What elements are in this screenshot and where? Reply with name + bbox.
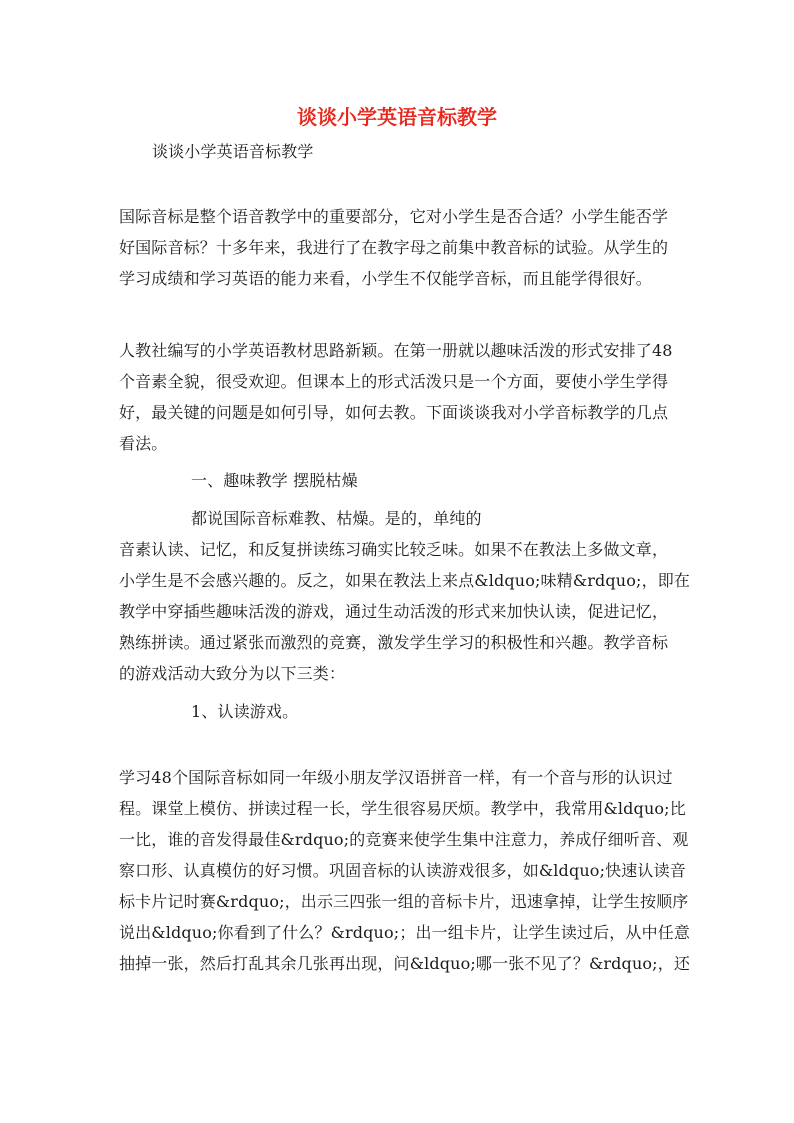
document-title: 谈谈小学英语音标教学 [297, 105, 497, 129]
paragraph-line: 国际音标是整个语音教学中的重要部分，它对小学生是否合适？小学生能否学 [119, 207, 669, 226]
paragraph-line: 的游戏活动大致分为以下三类： [119, 664, 346, 683]
subtitle-line: 谈谈小学英语音标教学 [152, 142, 314, 161]
paragraph-line: 小学生是不会感兴趣的。反之，如果在教法上来点&ldquo;味精&rdquo;，即在 [119, 571, 691, 590]
paragraph-line: 程。课堂上模仿、拼读过程一长，学生很容易厌烦。教学中，我常用&ldquo;比 [119, 799, 686, 818]
paragraph-line: 熟练拼读。通过紧张而激烈的竞赛，激发学生学习的积极性和兴趣。教学音标 [119, 633, 669, 652]
paragraph-line: 好，最关键的问题是如何引导，如何去教。下面谈谈我对小学音标教学的几点 [119, 403, 669, 422]
paragraph-line: 教学中穿插些趣味活泼的游戏，通过生动活泼的形式来加快认读，促进记忆， [119, 602, 669, 621]
paragraph-line: 抽掉一张，然后打乱其余几张再出现，问&ldquo;哪一张不见了？&rdquo;，还 [119, 954, 691, 973]
paragraph-line: 学习48个国际音标如同一年级小朋友学汉语拼音一样，有一个音与形的认识过 [119, 768, 673, 787]
paragraph-line: 好国际音标？十多年来，我进行了在教字母之前集中教音标的试验。从学生的 [119, 238, 669, 257]
subsection-heading: 1、认读游戏。 [191, 702, 299, 721]
paragraph-line: 个音素全貌，很受欢迎。但课本上的形式活泼只是一个方面，要使小学生学得 [119, 372, 669, 391]
paragraph-line: 看法。 [119, 434, 168, 453]
paragraph-line: 察口形、认真模仿的好习惯。巩固音标的认读游戏很多，如&ldquo;快速认读音 [119, 861, 686, 880]
paragraph-line: 标卡片记时赛&rdquo;，出示三四张一组的音标卡片，迅速拿掉，让学生按顺序 [119, 892, 689, 911]
paragraph-line: 音素认读、记忆，和反复拼读练习确实比较乏味。如果不在教法上多做文章， [119, 540, 669, 559]
paragraph-line: 人教社编写的小学英语教材思路新颖。在第一册就以趣味活泼的形式安排了48 [119, 341, 673, 360]
paragraph-line: 说出&ldquo;你看到了什么？&rdquo;；出一组卡片，让学生读过后，从中任意 [119, 923, 691, 942]
paragraph-line: 都说国际音标难教、枯燥。是的，单纯的 [191, 509, 482, 528]
paragraph-line: 一比，谁的音发得最佳&rdquo;的竞赛来使学生集中注意力，养成仔细听音、观 [119, 830, 689, 849]
paragraph-line: 学习成绩和学习英语的能力来看，小学生不仅能学音标，而且能学得很好。 [119, 269, 652, 288]
section-heading: 一、趣味教学 摆脱枯燥 [191, 471, 358, 490]
